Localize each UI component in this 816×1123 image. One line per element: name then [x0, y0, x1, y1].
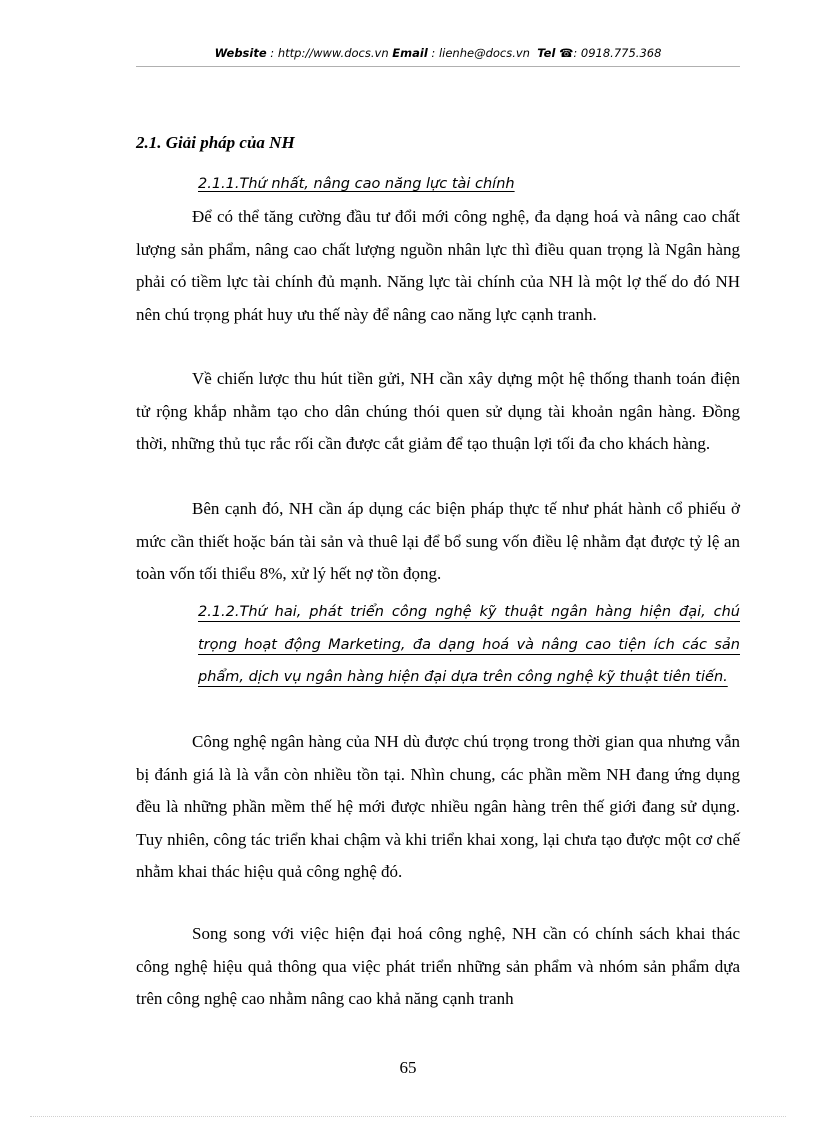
subsection-heading-1 [198, 174, 740, 195]
paragraph-3: Bên cạnh đó, NH cần áp dụng các biện pháp thực tế như phát hành cổ phiếu ở mức cần thiết hoặc bán tài sản và thuê lại để bổ sung vốn điều lệ nhằm đạt được tỷ lệ an toàn vốn tối thiểu 8%, xử lý hết nợ tồn đọng. [136, 499, 740, 583]
subsection-heading-1-text: 2.1.1.Thứ nhất, nâng cao năng lực tài chính [198, 176, 515, 192]
page-number: 65 [399, 1058, 417, 1077]
page-header [136, 46, 740, 60]
email-separator: : [427, 46, 439, 60]
header-divider [136, 66, 740, 67]
tel-label: Tel [537, 46, 556, 60]
website-label: Website [214, 46, 267, 60]
tel-number: : 0918.775.368 [573, 46, 662, 60]
subsection-heading-2 [198, 596, 740, 694]
website-separator: : [266, 46, 278, 60]
section-title: 2.1. Giải pháp của NH [136, 133, 295, 152]
paragraph-5: Song song với việc hiện đại hoá công nghệ, NH cần có chính sách khai thác công nghệ hiệu quả thông qua việc phát triển những sản phẩm và nhóm sản phẩm dựa trên công nghệ cao nhằm nâng cao khả năng cạnh tranh [136, 924, 740, 1008]
website-url[interactable]: http://www.docs.vn [277, 46, 389, 60]
email-label: Email [392, 46, 428, 60]
paragraph-1: Để có thể tăng cường đầu tư đổi mới công nghệ, đa dạng hoá và nâng cao chất lượng sản phẩm, nâng cao chất lượng nguồn nhân lực thì điều quan trọng là Ngân hàng phải có tiềm lực tài chính đủ mạnh. Năng lực tài chính của NH là một lợ thế do đó NH nên chú trọng phát huy ưu thế này để nâng cao năng lực cạnh tranh. [136, 207, 740, 324]
paragraph-4: Công nghệ ngân hàng của NH dù được chú trọng trong thời gian qua nhưng vẫn bị đánh giá là là vẫn còn nhiều tồn tại. Nhìn chung, các phần mềm NH đang ứng dụng đều là những phần mềm thế hệ mới được nhiều ngân hàng trên thế giới đang sử dụng. Tuy nhiên, công tác triển khai chậm và khi triển khai xong, lại chưa tạo được một cơ chế nhằm khai thác hiệu quả công nghệ đó. [136, 732, 740, 881]
paragraph-2: Về chiến lược thu hút tiền gửi, NH cần xây dựng một hệ thống thanh toán điện tử rộng khắp nhằm tạo cho dân chúng thói quen sử dụng tài khoản ngân hàng. Đồng thời, những thủ tục rắc rối cần được cắt giảm để tạo thuận lợi tối đa cho khách hàng. [136, 369, 740, 453]
phone-icon: ☎ [559, 46, 574, 60]
footer-divider [30, 1116, 786, 1117]
subsection-heading-2-text: 2.1.2.Thứ hai, phát triển công nghệ kỹ thuật ngân hàng hiện đại, chú trọng hoạt động Marketing, đa dạng hoá và nâng cao tiện ích các sản phẩm, dịch vụ ngân hàng hiện đại dựa trên công nghệ kỹ thuật tiên tiến. [198, 604, 740, 685]
email-address[interactable]: lienhe@docs.vn [438, 46, 530, 60]
